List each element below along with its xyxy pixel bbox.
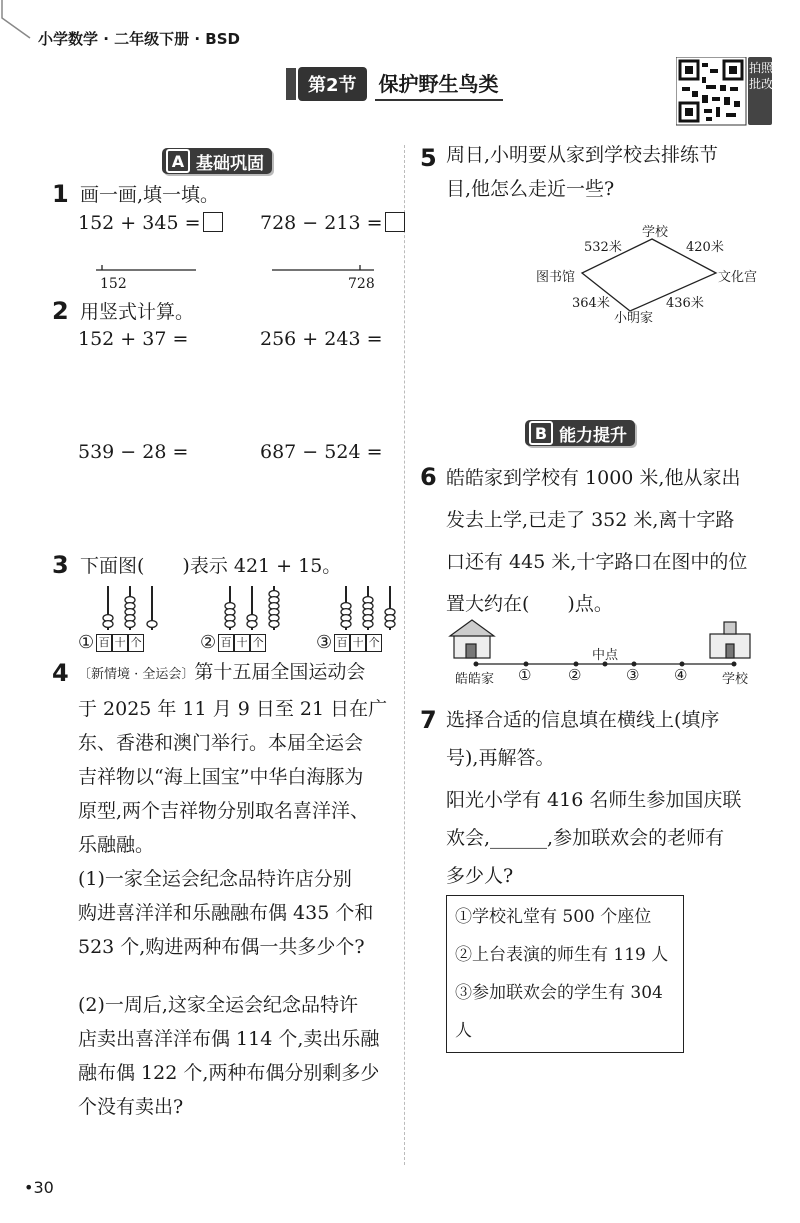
abacus-3-rods <box>338 584 428 632</box>
q3-number: 3 <box>52 551 69 579</box>
section-a-tag <box>162 148 272 174</box>
map-home: 小明家 <box>614 311 654 326</box>
q4-sub2-line-0: (2)一周后,这家全运会纪念品特许 <box>78 994 358 1016</box>
q4-body <box>78 655 398 964</box>
school-icon <box>710 622 750 658</box>
section-a-letter: A <box>166 149 190 173</box>
q4-sub2-line-1: 店卖出喜洋洋布偶 114 个,卖出乐融 <box>78 1028 380 1050</box>
abacus-2-label-tens: 十 <box>234 634 250 652</box>
q2-expr-2: 256 + 243 = <box>260 328 383 350</box>
map-distance-532: 532米 <box>584 240 622 255</box>
section-b-label: 能力提升 <box>559 425 627 446</box>
route-point-1[interactable]: ① <box>518 666 532 684</box>
map-distance-364: 364米 <box>572 296 610 311</box>
q1-eq1 <box>78 211 223 235</box>
q4-sub2 <box>78 988 398 1124</box>
section-b-tag <box>525 420 635 446</box>
q6-body <box>446 457 786 625</box>
map-library: 图书馆 <box>536 270 576 285</box>
q7-number: 7 <box>420 706 437 734</box>
q2-expr-4: 687 − 524 = <box>260 441 383 463</box>
route-point-2[interactable]: ② <box>568 666 582 684</box>
q4-number: 4 <box>52 659 69 687</box>
section-number: 第2节 <box>298 67 367 101</box>
q1-text: 画一画,填一填。 <box>80 184 220 206</box>
abacus-3-label-tens: 十 <box>350 634 366 652</box>
q4-sub1-line-0: (1)一家全运会纪念品特许店分别 <box>78 868 352 890</box>
q5-number: 5 <box>420 144 437 172</box>
q4-line-0 <box>78 655 398 692</box>
abacus-1-label-ones: 个 <box>128 634 144 652</box>
q5-line-0: 周日,小明要从家到学校去排练节 <box>446 144 719 166</box>
map-distance-420: 420米 <box>686 240 724 255</box>
q1-answer-box-1[interactable] <box>203 212 223 232</box>
q7-para-2: 多少人? <box>446 865 514 887</box>
q1-answer-box-2[interactable] <box>385 212 405 232</box>
q1-number: 1 <box>52 180 69 208</box>
q7-para-1: 欢会,______,参加联欢会的老师有 <box>446 827 725 849</box>
map-distance-436: 436米 <box>666 296 704 311</box>
q6-line-3: 置大约在( )点。 <box>446 593 613 615</box>
q2-expr-1: 152 + 37 = <box>78 328 189 350</box>
section-b-letter: B <box>529 421 553 445</box>
book-header: 小学数学 · 二年级下册 · BSD <box>38 30 240 48</box>
q4-line-2: 东、香港和澳门举行。本届全运会 <box>78 732 364 754</box>
page-number <box>24 1178 54 1197</box>
house-icon <box>450 620 494 658</box>
page-number-dot: • <box>24 1178 34 1197</box>
abacus-1-circle: ① <box>78 632 95 653</box>
q3-text: 下面图( )表示 421 + 15。 <box>80 555 342 577</box>
title-stripe <box>286 68 296 100</box>
number-line-1-label: 152 <box>100 276 127 292</box>
q4-line-5: 乐融融。 <box>78 834 155 856</box>
page-number-value: 30 <box>33 1178 54 1197</box>
q4-tag: 〔新情境 · 全运会〕 <box>78 667 195 682</box>
abacus-2-label-hundreds: 百 <box>218 634 234 652</box>
abacus-2-circle: ② <box>200 632 217 653</box>
route-point-3[interactable]: ③ <box>626 666 640 684</box>
q2-expr-3: 539 − 28 = <box>78 441 189 463</box>
route-point-4[interactable]: ④ <box>674 666 688 684</box>
q7-option-3[interactable]: ③参加联欢会的学生有 304 人 <box>455 983 663 1041</box>
q1-eq2-text: 728 − 213 = <box>260 212 383 234</box>
q7-option-2[interactable]: ②上台表演的师生有 119 人 <box>455 945 669 965</box>
q7-line-0: 选择合适的信息填在横线上(填序 <box>446 709 720 731</box>
q2-number: 2 <box>52 297 69 325</box>
q4-sub2-line-3: 个没有卖出? <box>78 1096 184 1118</box>
abacus-1-label-tens: 十 <box>112 634 128 652</box>
abacus-2-rods <box>222 584 312 632</box>
q6-number: 6 <box>420 463 437 491</box>
q5-line-1: 目,他怎么走近一些? <box>446 178 615 200</box>
q5-body <box>446 138 786 206</box>
abacus-1-rods <box>100 584 190 632</box>
q6-line-1: 发去上学,已走了 352 米,离十字路 <box>446 509 735 531</box>
q4-line-1: 于 2025 年 11 月 9 日至 21 日在广 <box>78 698 388 720</box>
route-school-label: 学校 <box>722 672 749 687</box>
map-culture-palace: 文化宫 <box>718 270 758 285</box>
q4-sub1-line-1: 购进喜洋洋和乐融融布偶 435 个和 <box>78 902 374 924</box>
section-a-label: 基础巩固 <box>196 153 264 174</box>
q4-sub1-line-2: 523 个,购进两种布偶一共多少个? <box>78 936 365 958</box>
q7-line-1: 号),再解答。 <box>446 747 555 769</box>
q7-body <box>446 701 786 895</box>
abacus-2-label-ones: 个 <box>250 634 266 652</box>
q1-eq2 <box>260 211 405 235</box>
route-home-label: 皓皓家 <box>455 672 495 687</box>
q1-eq1-text: 152 + 345 = <box>78 212 201 234</box>
q6-line-0: 皓皓家到学校有 1000 米,他从家出 <box>446 467 741 489</box>
q6-line-2: 口还有 445 米,十字路口在图中的位 <box>446 551 748 573</box>
q7-para-0: 阳光小学有 416 名师生参加国庆联 <box>446 789 742 811</box>
abacus-3-label-ones: 个 <box>366 634 382 652</box>
abacus-3-circle: ③ <box>316 632 333 653</box>
qr-side-label: 拍照批改 <box>749 61 774 91</box>
map-school: 学校 <box>642 225 669 240</box>
q4-line-3: 吉祥物以“海上国宝”中华白海豚为 <box>78 766 364 788</box>
q4-line-4: 原型,两个吉祥物分别取名喜洋洋、 <box>78 800 370 822</box>
page-title <box>286 66 503 101</box>
q2-text: 用竖式计算。 <box>80 301 195 323</box>
column-divider <box>404 145 405 1165</box>
q7-option-1[interactable]: ①学校礼堂有 500 个座位 <box>455 907 652 927</box>
q4-sub2-line-2: 融布偶 122 个,两种布偶分别剩多少 <box>78 1062 380 1084</box>
abacus-3-label-hundreds: 百 <box>334 634 350 652</box>
number-line-2-label: 728 <box>348 276 375 292</box>
abacus-1-label-hundreds: 百 <box>96 634 112 652</box>
section-title: 保护野生鸟类 <box>375 66 503 101</box>
q7-info-box <box>446 895 684 1053</box>
q4-line-0-text: 第十五届全国运动会 <box>194 661 366 683</box>
midpoint-label: 中点 <box>592 648 619 663</box>
